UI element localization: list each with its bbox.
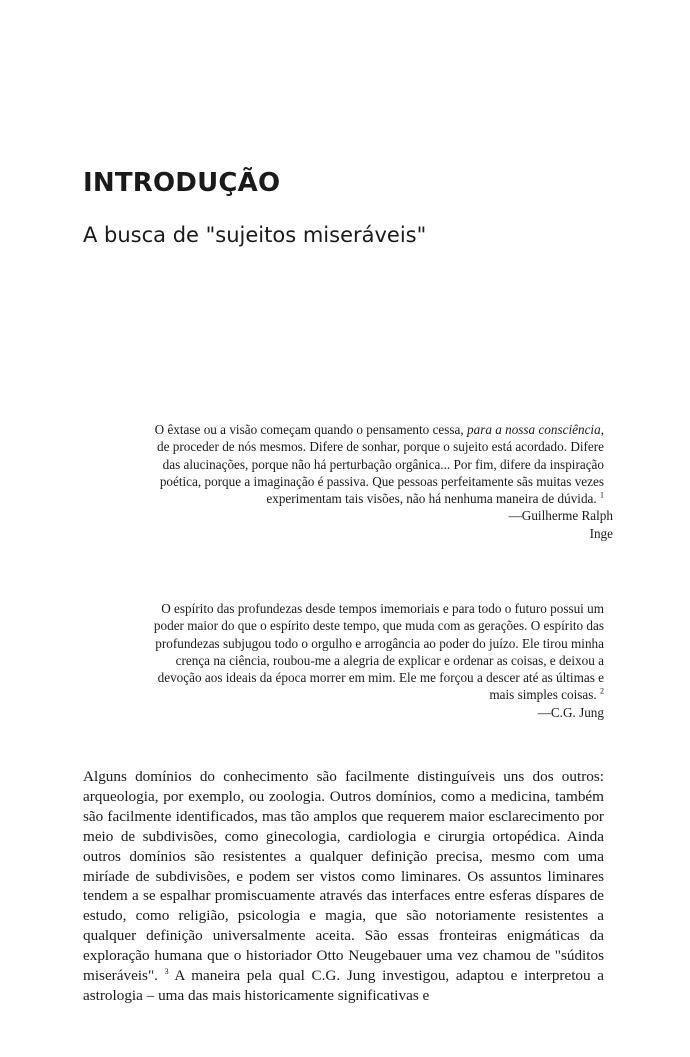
epigraph-inge: [150, 421, 613, 541]
epigraph-inge-attribution: —Guilherme Ralph Inge: [508, 508, 613, 541]
epigraph-jung-text: O espírito das profundezas desde tempos imemoriais e para todo o futuro possui um poder maior do que o espírito deste tempo, que muda com as gerações. O espírito das profundezas subjugou todo o orgulho e arrogância ao poder do juízo. Ele tirou minha crença na ciência, roubou-me a alegria de explicar e ordenar as coisas, e deixou a devoção aos ideais da época morrer em mim. Ele me forçou a descer até as últimas e mais simples coisas.: [153, 601, 604, 703]
epigraph-jung-quote: [150, 600, 604, 704]
body-paragraph-part-1: Alguns domínios do conhecimento são facilmente distinguíveis uns dos outros: arqueologia, por exemplo, ou zoologia. Outros domínios, como a medicina, também são facilmente identificados, mas tão amplos que requerem maior esclarecimento por meio de subdivisões, como ginecologia, cardiologia e cirurgia ortopédica. Ainda outros domínios são resistentes a qualquer definição precisa, mesmo com uma miríade de subdivisões, e podem ser vistos como liminares. Os assuntos liminares tendem a se espalhar promiscuamente através das interfaces entre esferas díspares de estudo, como religião, psicologia e magia, que são notoriamente resistentes a qualquer definição universalmente aceita. São essas fronteiras enigmáticas da exploração humana que o historiador Otto Neugebauer uma vez chamou de "súditos miseráveis".: [83, 768, 604, 985]
epigraph-inge-italic: para a nossa consciência: [467, 422, 601, 437]
body-paragraph: [83, 767, 604, 1006]
epigraph-inge-text-start: O êxtase ou a visão começam quando o pensamento cessa,: [154, 422, 467, 437]
epigraph-inge-text-end: , de proceder de nós mesmos. Difere de sonhar, porque o sujeito está acordado. Difere das alucinações, porque não há perturbação orgânica... Por fim, difere da inspiração poética, porque a imaginação é passiva. Que pessoas perfeitamente sãs muitas vezes experimentam tais visões, não há nenhuma maneira de dúvida.: [157, 422, 604, 507]
chapter-subtitle: A busca de "sujeitos miseráveis": [83, 223, 427, 247]
epigraph-jung-attribution: —C.G. Jung: [537, 704, 604, 720]
footnote-marker-2[interactable]: 2: [600, 687, 604, 697]
epigraph-jung: [150, 600, 604, 721]
epigraph-inge-quote: [150, 421, 604, 507]
footnote-marker-1[interactable]: 1: [600, 490, 604, 500]
footnote-marker-3[interactable]: 3: [164, 967, 169, 976]
chapter-title: INTRODUÇÃO: [83, 168, 281, 198]
body-paragraph-part-2: A maneira pela qual C.G. Jung investigou, adaptou e interpretou a astrologia – uma das mais historicamente significativas e: [83, 967, 605, 1004]
